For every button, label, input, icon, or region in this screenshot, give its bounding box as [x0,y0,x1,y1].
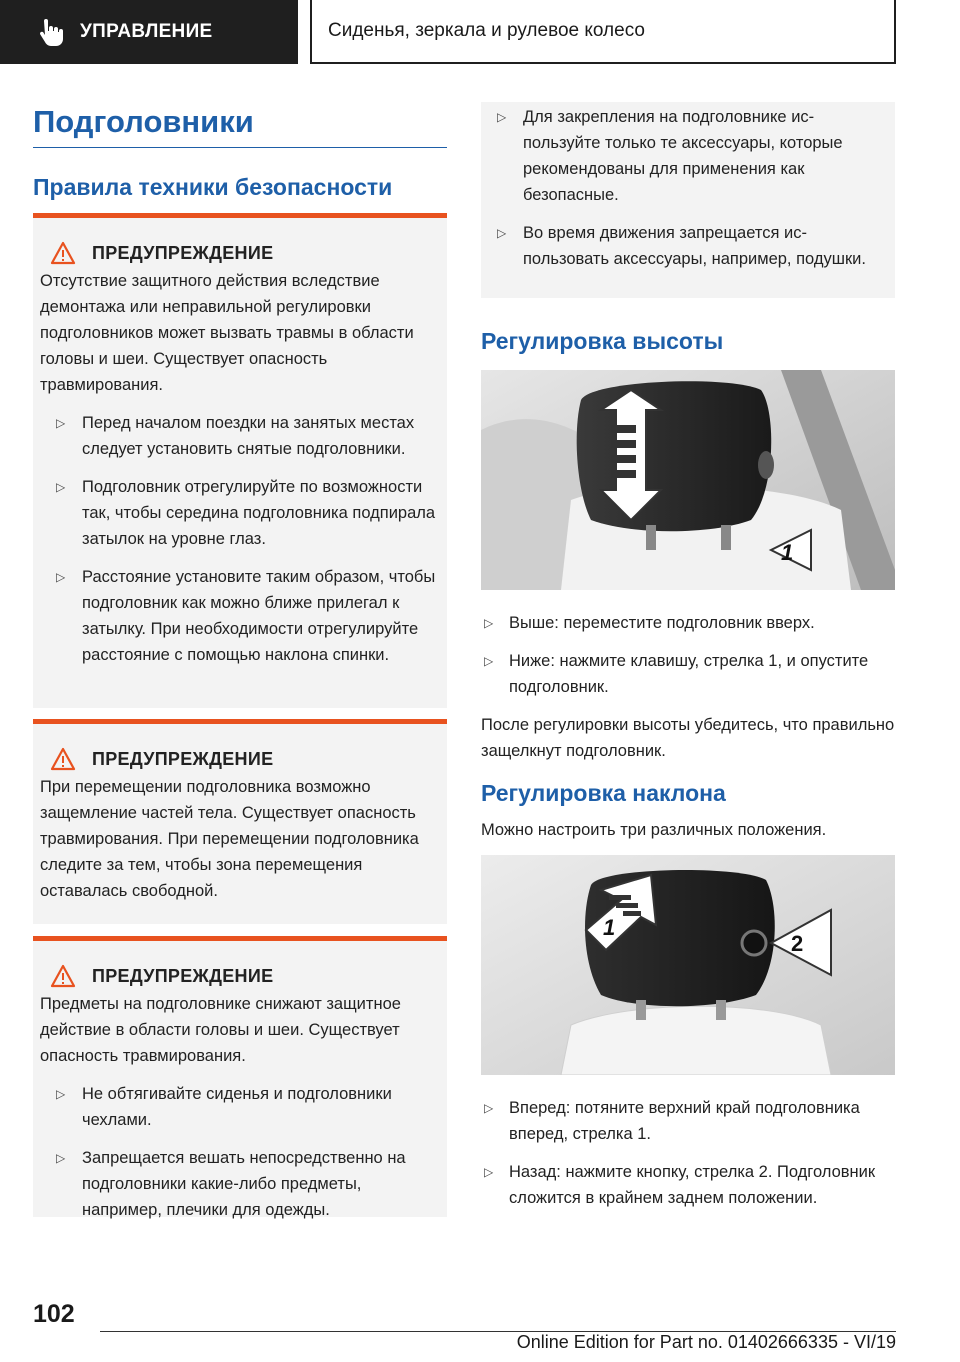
height-note: После регулировки высоты убедитесь, что правильно защелкнут подголовник. [481,716,895,760]
section-tab [0,0,298,64]
headrest-tilt-illustration [481,855,895,1075]
list-item: ▷ Для закрепления на подголовнике используйте только те аксессуары, которые рекомендованы для применения как безопасные. [481,104,885,208]
list-item: ▷ Назад: нажмите кнопку, стрелка 2. Подголовник сложится в крайнем заднем положении. [481,1159,895,1211]
warning-triangle-icon [50,241,76,265]
headrest-height-photo [481,370,895,590]
list-item: ▷ Выше: переместите подголовник вверх. [481,610,895,636]
list-item: ▷ Не обтягивайте сиденья и подголовники чехлами. [40,1081,437,1133]
list-item: ▷ Вперед: потяните верхний край подголовника вперед, стрелка 1. [481,1095,895,1147]
list-item: ▷ Запрещается вешать непосредственно на подголовники какие-либо предметы, например, плечики для одежды. [40,1145,437,1223]
section-tab-label: УПРАВЛЕНИЕ [80,21,213,42]
edition-info: Online Edition for Part no. 01402666335 - VI/19 [516,1332,896,1352]
height-instructions [481,598,895,764]
safety-heading: Правила техники безопасности [33,174,393,200]
headrest-height-illustration [481,370,895,590]
tilt-heading: Регулировка наклона [481,780,726,806]
warning-title: ПРЕДУПРЕЖДЕНИЕ [92,749,274,769]
warning-triangle-icon [50,747,76,771]
warning-text: Предметы на подголовнике снижают защитное действие в области головы и шеи. Существует опасность травмирования. [40,995,401,1065]
warning-box-1 [33,213,447,708]
warning-text: При перемещении подголовника возможно защемление частей тела. Существует опасность травмирования. При перемещении подголовника следите за тем, чтобы зона перемещения оставалась свободной. [40,778,419,900]
height-heading: Регулировка высоты [481,328,724,354]
chapter-title [310,0,896,64]
warning-title: ПРЕДУПРЕЖДЕНИЕ [92,966,274,986]
list-item: ▷ Подголовник отрегулируйте по возможности так, чтобы середина подголовника подпирала затылок на уровне глаз. [40,474,437,552]
tilt-instructions [481,1083,895,1211]
warning-title: ПРЕДУПРЕЖДЕНИЕ [92,243,274,263]
headrest-tilt-photo [481,855,895,1075]
warning-continuation-box [481,102,895,298]
title-divider [33,147,447,148]
arrow-label-1: 1 [603,915,616,940]
tilt-intro: Можно настроить три различных положения. [481,821,827,839]
list-item: ▷ Ниже: нажмите клавишу, стрелка 1, и опустите подголовник. [481,648,895,700]
list-item: ▷ Расстояние установите таким образом, чтобы подголовник как можно ближе прилегал к затылку. При необходимости отрегулируйте расстояние с помощью наклона спинки. [40,564,437,668]
list-item: ▷ Во время движения запрещается использовать аксессуары, например, подушки. [481,220,885,272]
arrow-label-2: 2 [791,931,804,956]
warning-box-3 [33,936,447,1217]
page-number: 102 [33,1300,75,1328]
page-title: Подголовники [33,104,254,139]
warning-box-2 [33,719,447,924]
warning-triangle-icon [50,964,76,988]
chapter-title-text: Сиденья, зеркала и рулевое колесо [328,20,645,41]
arrow-label-1: 1 [781,540,794,565]
hand-pointer-icon [36,17,66,47]
warning-text: Отсутствие защитного действия вследствие демонтажа или неправильной регулировки подголовников может вызвать травмы в области головы и шеи. Существует опасность травмирования. [40,272,414,394]
list-item: ▷ Перед началом поездки на занятых местах следует установить снятые подголовники. [40,410,437,462]
